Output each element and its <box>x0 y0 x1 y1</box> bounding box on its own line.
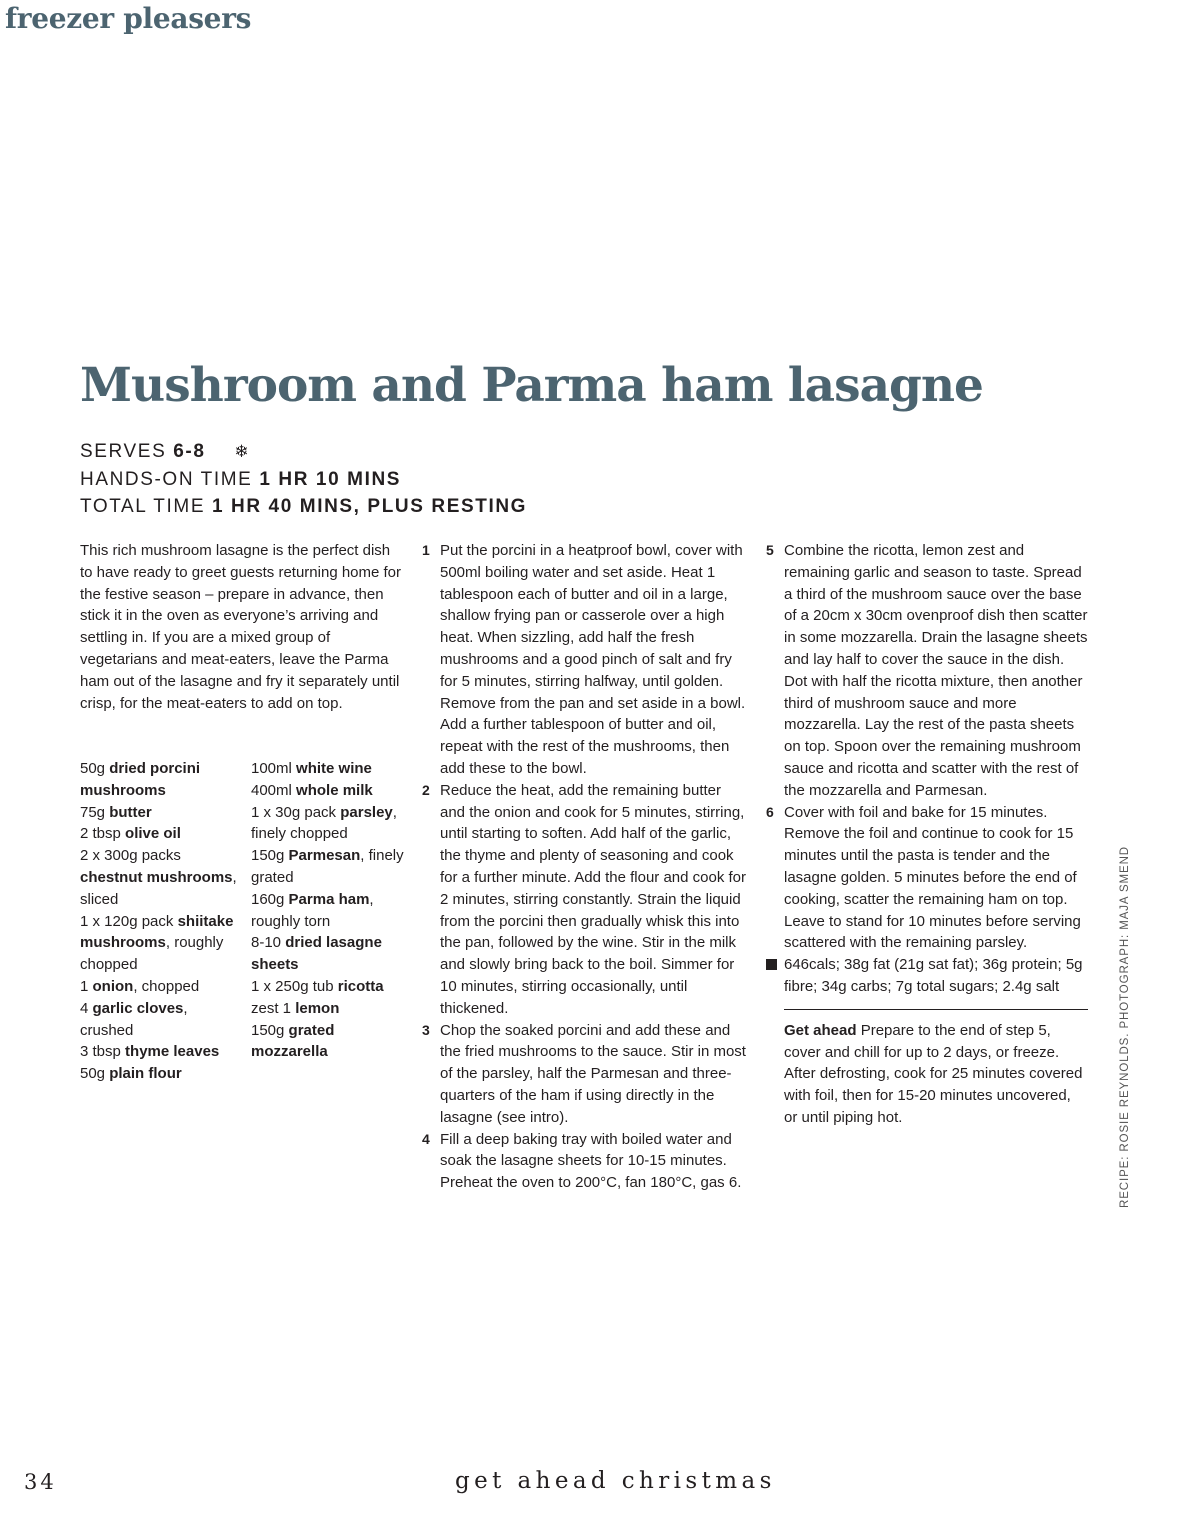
ingredient-item <box>80 976 240 998</box>
ingredient-quantity: 3 tbsp <box>80 1043 126 1061</box>
ingredient-quantity: 400ml <box>251 781 297 799</box>
step-number: 6 <box>766 803 774 820</box>
recipe-intro: This rich mushroom lasagne is the perfect dish to have ready to greet guests returning home for the festive season – prepare in advance, then stick it in the oven as everyone’s arriving and settling in. If you are a mixed group of vegetarians and meat-eaters, leave the Parma ham out of the lasagne and fry it separately until crisp, for the meat-eaters to add on top. <box>80 542 402 712</box>
nutrition-info <box>766 954 1088 998</box>
ingredient-item <box>251 845 411 889</box>
nutrition-text: 646cals; 38g fat (21g sat fat); 36g protein; 5g fibre; 34g carbs; 7g total sugars; 2.4g salt <box>784 956 1083 995</box>
method-column-1 <box>422 540 747 1194</box>
publication-footer: get ahead christmas <box>455 1468 776 1494</box>
ingredient-quantity: 4 <box>80 999 93 1017</box>
ingredient-note: , finely grated <box>251 847 404 886</box>
step-number: 2 <box>422 781 430 798</box>
ingredient-quantity: 50g <box>80 1065 110 1083</box>
ingredient-name: chestnut mushrooms <box>80 868 233 886</box>
ingredient-name: Parma ham <box>288 890 370 908</box>
ingredient-name: dried lasagne sheets <box>251 934 382 974</box>
serves-label: SERVES <box>80 441 167 462</box>
ingredient-name: Parmesan <box>288 847 361 865</box>
ingredients-column-1 <box>80 758 240 1085</box>
ingredient-item <box>251 998 411 1020</box>
snowflake-icon: ❄ <box>234 442 249 461</box>
ingredient-note: , roughly torn <box>251 890 374 930</box>
step-number: 3 <box>422 1021 430 1038</box>
step-text: Put the porcini in a heatproof bowl, cover with 500ml boiling water and set aside. Heat 1 tablespoon each of butter and oil in a large, shallow frying pan or casserole over a high heat. When sizzling, add half the fresh mushrooms and a good pinch of salt and fry for 5 minutes, stirring halfway, until golden. Remove from the pan and set aside in a bowl. Add a further tablespoon of butter and oil, repeat with the rest of the mushrooms, then add these to the bowl. <box>440 542 746 777</box>
ingredient-quantity: 1 x 120g pack <box>80 912 178 930</box>
ingredient-item <box>80 823 240 845</box>
ingredient-name: parsley <box>340 803 393 821</box>
ingredient-quantity: 1 <box>80 977 93 995</box>
ingredient-note: , chopped <box>133 977 200 995</box>
ingredient-name: lemon <box>295 999 340 1017</box>
serves-row <box>80 438 527 466</box>
ingredient-item <box>80 1063 240 1085</box>
ingredient-name: butter <box>109 803 152 821</box>
ingredient-quantity: 75g <box>80 803 110 821</box>
step-number: 1 <box>422 542 430 558</box>
total-time-label: TOTAL TIME <box>80 496 206 517</box>
photo-credit: RECIPE: ROSIE REYNOLDS. PHOTOGRAPH: MAJA SMEND <box>1119 846 1131 1208</box>
ingredient-name: dried porcini mushrooms <box>80 760 201 799</box>
ingredient-name: white wine <box>296 760 372 777</box>
ingredient-note: , crushed <box>80 999 188 1039</box>
ingredient-quantity: 8-10 <box>251 934 286 952</box>
ingredient-name: shiitake mushrooms <box>80 912 234 952</box>
ingredient-name: thyme leaves <box>125 1043 220 1061</box>
ingredient-name: olive oil <box>125 825 181 843</box>
ingredient-name: plain flour <box>109 1065 182 1083</box>
ingredient-name: whole milk <box>296 781 373 799</box>
step-number: 4 <box>422 1130 430 1147</box>
recipe-meta <box>80 438 527 521</box>
ingredient-note: , roughly chopped <box>80 934 224 974</box>
ingredient-item <box>251 780 411 802</box>
step-text: Fill a deep baking tray with boiled water and soak the lasagne sheets for 10-15 minutes. Preheat the oven to 200°C, fan 180°C, gas 6. <box>440 1130 742 1192</box>
step-text: Combine the ricotta, lemon zest and remaining garlic and season to taste. Spread a third of the mushroom sauce over the base of a 20cm x 30cm ovenproof dish then scatter in some mozzarella. Drain the lasagne sheets and lay half to cover the sauce in the dish. Dot with half the ricotta mixture, then another third of mushroom sauce and more mozzarella. Lay the rest of the pasta sheets on top. Spoon over the remaining mushroom sauce and ricotta and scatter with the rest of the mozzarella and Parmesan. <box>784 542 1088 799</box>
section-label: freezer pleasers <box>5 2 252 35</box>
method-step <box>422 1020 747 1129</box>
ingredient-quantity: 2 tbsp <box>80 825 126 843</box>
method-step <box>766 540 1088 802</box>
get-ahead-label: Get ahead <box>784 1021 857 1039</box>
page-number: 34 <box>24 1470 57 1494</box>
ingredient-quantity: 1 x 30g pack <box>251 803 341 821</box>
divider <box>784 1009 1088 1010</box>
hands-on-value: 1 HR 10 MINS <box>259 468 402 490</box>
ingredient-name: ricotta <box>337 977 384 995</box>
ingredient-quantity: zest 1 <box>251 999 296 1017</box>
hands-on-label: HANDS-ON TIME <box>80 468 253 490</box>
total-time-value: 1 HR 40 MINS, PLUS RESTING <box>211 496 528 517</box>
ingredient-item <box>80 911 240 976</box>
method-step <box>422 1129 747 1194</box>
serves-value: 6-8 <box>173 441 206 462</box>
recipe-title: Mushroom and Parma ham lasagne <box>80 358 983 413</box>
ingredient-quantity: 150g <box>251 847 289 865</box>
ingredient-name: grated mozzarella <box>251 1021 335 1061</box>
ingredient-note: , sliced <box>80 868 237 908</box>
ingredient-note: , finely chopped <box>251 803 397 843</box>
ingredient-item <box>251 932 411 976</box>
ingredient-quantity: 1 x 250g tub <box>251 977 338 995</box>
ingredient-item <box>251 802 411 846</box>
step-text: Chop the soaked porcini and add these and the fried mushrooms to the sauce. Stir in most of the parsley, half the Parmesan and three-quarters of the ham if using directly in the lasagne (see intro). <box>440 1021 746 1126</box>
ingredient-item <box>251 758 411 780</box>
method-steps <box>766 540 1088 954</box>
step-text: Cover with foil and bake for 15 minutes. Remove the foil and continue to cook for 15 minutes until the pasta is tender and the lasagne golden. 5 minutes before the end of cooking, scatter the remaining ham on top. Leave to stand for 10 minutes before serving scattered with the remaining parsley. <box>784 803 1081 952</box>
ingredient-quantity: 160g <box>251 890 289 908</box>
method-column-2 <box>766 540 1088 1129</box>
ingredient-item <box>251 889 411 933</box>
hands-on-row <box>80 466 527 494</box>
ingredient-item <box>80 998 240 1042</box>
step-number: 5 <box>766 542 774 558</box>
ingredient-item <box>80 1041 240 1063</box>
ingredient-quantity: 100ml <box>251 760 297 777</box>
ingredient-quantity: 2 x 300g packs <box>80 847 181 865</box>
get-ahead-note <box>784 1020 1088 1129</box>
step-text: Reduce the heat, add the remaining butter and the onion and cook for 5 minutes, stirring, until starting to soften. Add half of the garlic, the thyme and plenty of seasoning and cook for a further minute. Add the flour and cook for 2 minutes, stirring constantly. Strain the liquid from the porcini then gradually whisk this into the pan, followed by the wine. Stir in the milk and slowly bring back to the boil. Simmer for 10 minutes, stirring occasionally, until thickened. <box>440 781 747 1017</box>
ingredient-item <box>251 1020 411 1064</box>
ingredient-item <box>251 976 411 998</box>
ingredient-item <box>80 802 240 824</box>
method-step <box>766 802 1088 955</box>
ingredient-item <box>80 845 240 910</box>
ingredients-column-2 <box>251 758 411 1063</box>
method-step <box>422 780 747 1020</box>
total-time-row <box>80 493 527 521</box>
ingredient-quantity: 150g <box>251 1021 289 1039</box>
ingredient-item <box>80 758 240 802</box>
get-ahead-text: Prepare to the end of step 5, cover and chill for up to 2 days, or freeze. After defrosting, cook for 25 minutes covered with foil, then for 15-20 minutes uncovered, or until piping hot. <box>784 1021 1083 1126</box>
ingredient-quantity: 50g <box>80 760 110 777</box>
ingredient-name: onion <box>92 977 134 995</box>
square-bullet-icon <box>766 959 777 970</box>
ingredient-name: garlic cloves <box>92 999 184 1017</box>
method-step <box>422 540 747 780</box>
